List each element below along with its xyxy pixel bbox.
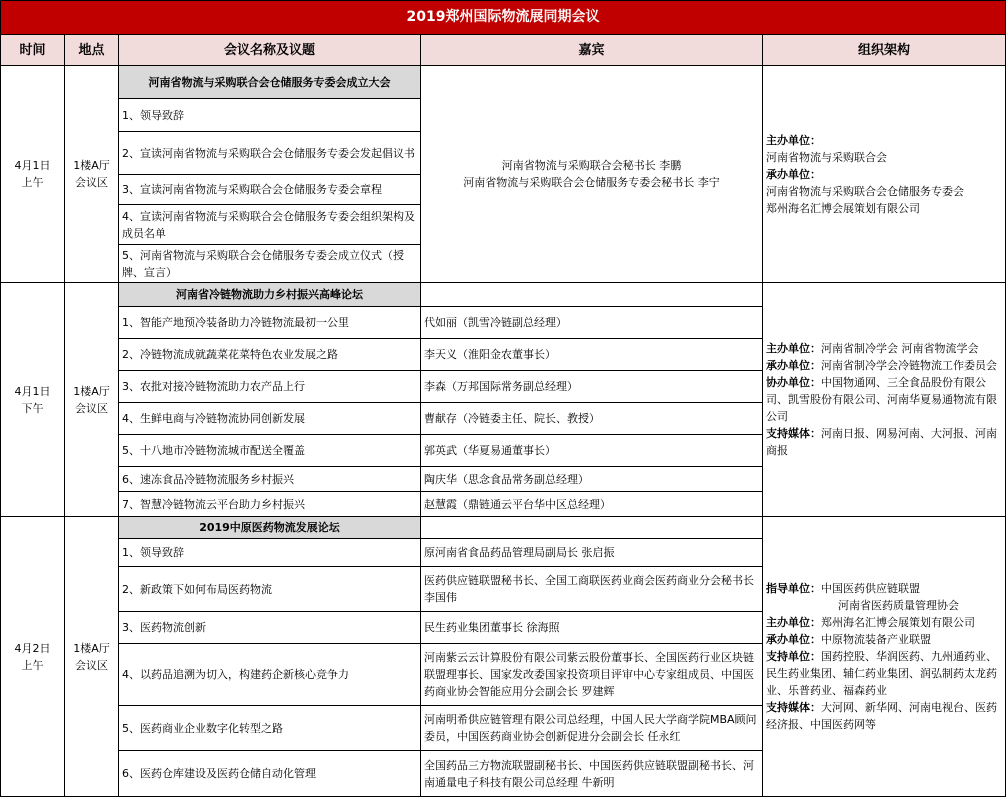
session-time-period: 上午 xyxy=(21,176,44,189)
agenda-item: 1、领导致辞 xyxy=(119,539,421,567)
agenda-item: 2、冷链物流成就蔬菜花菜特色农业发展之路 xyxy=(119,339,421,371)
agenda-item: 3、医药物流创新 xyxy=(119,612,421,644)
co-value: 中国物通网、三全食品股份有限公司、凯雪股份有限公司、河南华夏易通物流有限公司 xyxy=(766,376,997,423)
location-line2: 会议区 xyxy=(75,658,108,672)
agenda-item: 4、宣读河南省物流与采购联合会仓储服务专委会组织架构及成员名单 xyxy=(119,205,421,245)
session-3-org xyxy=(763,517,1006,797)
header-location: 地点 xyxy=(65,35,119,66)
agenda-item: 1、领导致辞 xyxy=(119,99,421,132)
session-3-subtitle-row xyxy=(1,517,1006,539)
guest-cell: 赵慧霞（鼎链通云平台华中区总经理） xyxy=(421,492,763,517)
guide-value: 中国医药供应链联盟 xyxy=(821,582,920,595)
guest-cell: 郭英武（华夏易通董事长） xyxy=(421,435,763,467)
agenda-item: 4、以药品追溯为切入，构建药企新核心竞争力 xyxy=(119,644,421,706)
agenda-item: 6、医药仓库建设及医药仓储自动化管理 xyxy=(119,751,421,797)
session-1-time xyxy=(1,66,65,283)
header-org: 组织架构 xyxy=(763,35,1006,66)
guest-cell: 原河南省食品药品管理局副局长 张启振 xyxy=(421,539,763,567)
session-2-subtitle: 河南省冷链物流助力乡村振兴高峰论坛 xyxy=(119,283,421,307)
guest-empty xyxy=(421,517,763,539)
host-value: 河南省制冷学会 河南省物流学会 xyxy=(821,342,979,355)
guest-line: 河南省物流与采购联合会秘书长 李鹏 xyxy=(501,159,682,172)
guide-label: 指导单位： xyxy=(766,582,821,595)
co-label: 协办单位： xyxy=(766,376,821,389)
organizer-label: 承办单位： xyxy=(766,633,821,646)
guide-value: 河南省医药质量管理协会 xyxy=(838,599,959,612)
host-value: 郑州海名汇博会展策划有限公司 xyxy=(821,616,975,629)
guest-line: 河南省物流与采购联合会仓储服务专委会秘书长 李宁 xyxy=(463,176,720,189)
organizer-value: 河南省制冷学会冷链物流工作委员会 xyxy=(821,359,997,372)
header-guests: 嘉宾 xyxy=(421,35,763,66)
organizer-label: 承办单位： xyxy=(766,167,821,181)
agenda-item: 5、十八地市冷链物流城市配送全覆盖 xyxy=(119,435,421,467)
page-title: 2019郑州国际物流展同期会议 xyxy=(1,1,1006,35)
location-line1: 1楼A厅 xyxy=(73,641,110,655)
support-value: 国药控股、华润医药、九州通药业、民生药业集团、辅仁药业集团、润弘制药太龙药业、乐普药业、福森药业 xyxy=(766,650,997,697)
location-line1: 1楼A厅 xyxy=(73,159,110,172)
session-3-location xyxy=(65,517,119,797)
header-time: 时间 xyxy=(1,35,65,66)
organizer-value: 河南省物流与采购联合会仓储服务专委会 xyxy=(766,184,964,198)
guest-cell: 河南明希供应链管理有限公司总经理，中国人民大学商学院MBA顾问委员，中国医药商业协会创新促进分会副会长 任永红 xyxy=(421,706,763,751)
session-time-period: 下午 xyxy=(21,401,44,415)
agenda-item: 6、速冻食品冷链物流服务乡村振兴 xyxy=(119,467,421,492)
organizer-label: 承办单位： xyxy=(766,359,821,372)
session-2-org xyxy=(763,283,1006,517)
location-line1: 1楼A厅 xyxy=(73,384,110,398)
session-time-date: 4月1日 xyxy=(14,159,51,172)
title-row xyxy=(1,1,1006,35)
session-time-period: 上午 xyxy=(21,658,44,672)
agenda-item: 5、医药商业企业数字化转型之路 xyxy=(119,706,421,751)
guest-empty xyxy=(421,283,763,307)
agenda-item: 1、智能产地预冷装备助力冷链物流最初一公里 xyxy=(119,307,421,339)
agenda-item: 2、宣读河南省物流与采购联合会仓储服务专委会发起倡议书 xyxy=(119,132,421,175)
session-1-subtitle: 河南省物流与采购联合会仓储服务专委会成立大会 xyxy=(119,66,421,99)
media-label: 支持媒体： xyxy=(766,427,821,440)
location-line2: 会议区 xyxy=(75,176,108,189)
guest-cell: 全国药品三方物流联盟副秘书长、中国医药供应链联盟副秘书长、河南通量电子科技有限公司总经理 牛新明 xyxy=(421,751,763,797)
session-time-date: 4月2日 xyxy=(14,641,51,655)
session-1-guests xyxy=(421,66,763,283)
location-line2: 会议区 xyxy=(75,401,108,415)
session-1-org xyxy=(763,66,1006,283)
session-1-subtitle-row xyxy=(1,66,1006,99)
agenda-item: 4、生鲜电商与冷链物流协同创新发展 xyxy=(119,403,421,435)
host-label: 主办单位： xyxy=(766,342,821,355)
guest-cell: 河南紫云云计算股份有限公司紫云股份董事长、全国医药行业区块链联盟理事长、国家发改委国家投资项目评审中心专家组成员、中国医药商业协会智能应用分会副会长 罗建辉 xyxy=(421,644,763,706)
agenda-item: 2、新政策下如何布局医药物流 xyxy=(119,567,421,612)
guest-cell: 曹献存（冷链委主任、院长、教授） xyxy=(421,403,763,435)
host-value: 河南省物流与采购联合会 xyxy=(766,150,887,164)
agenda-item: 3、宣读河南省物流与采购联合会仓储服务专委会章程 xyxy=(119,175,421,205)
header-agenda: 会议名称及议题 xyxy=(119,35,421,66)
media-value: 河南日报、网易河南、大河报、河南商报 xyxy=(766,427,997,457)
header-row xyxy=(1,35,1006,66)
guest-cell: 医药供应链联盟秘书长、全国工商联医药业商会医药商业分会秘书长 李国伟 xyxy=(421,567,763,612)
session-2-location xyxy=(65,283,119,517)
guest-cell: 李天义（淮阳金农董事长） xyxy=(421,339,763,371)
organizer-value: 中原物流装备产业联盟 xyxy=(821,633,931,646)
session-2-subtitle-row xyxy=(1,283,1006,307)
session-1-location xyxy=(65,66,119,283)
guest-cell: 陶庆华（思念食品常务副总经理） xyxy=(421,467,763,492)
support-label: 支持单位： xyxy=(766,650,821,663)
organizer-value: 郑州海名汇博会展策划有限公司 xyxy=(766,201,920,215)
media-value: 大河网、新华网、河南电视台、医药经济报、中国医药网等 xyxy=(766,701,997,731)
session-3-subtitle: 2019中原医药物流发展论坛 xyxy=(119,517,421,539)
agenda-item: 7、智慧冷链物流云平台助力乡村振兴 xyxy=(119,492,421,517)
host-label: 主办单位： xyxy=(766,616,821,629)
agenda-item: 5、河南省物流与采购联合会仓储服务专委会成立仪式（授牌、宣言） xyxy=(119,245,421,283)
session-3-time xyxy=(1,517,65,797)
host-label: 主办单位： xyxy=(766,133,821,147)
guest-cell: 民生药业集团董事长 徐海照 xyxy=(421,612,763,644)
session-2-time xyxy=(1,283,65,517)
agenda-item: 3、农批对接冷链物流助力农产品上行 xyxy=(119,371,421,403)
guest-cell: 李森（万邦国际常务副总经理） xyxy=(421,371,763,403)
media-label: 支持媒体： xyxy=(766,701,821,714)
session-time-date: 4月1日 xyxy=(14,384,51,398)
guest-cell: 代如丽（凯雪冷链副总经理） xyxy=(421,307,763,339)
